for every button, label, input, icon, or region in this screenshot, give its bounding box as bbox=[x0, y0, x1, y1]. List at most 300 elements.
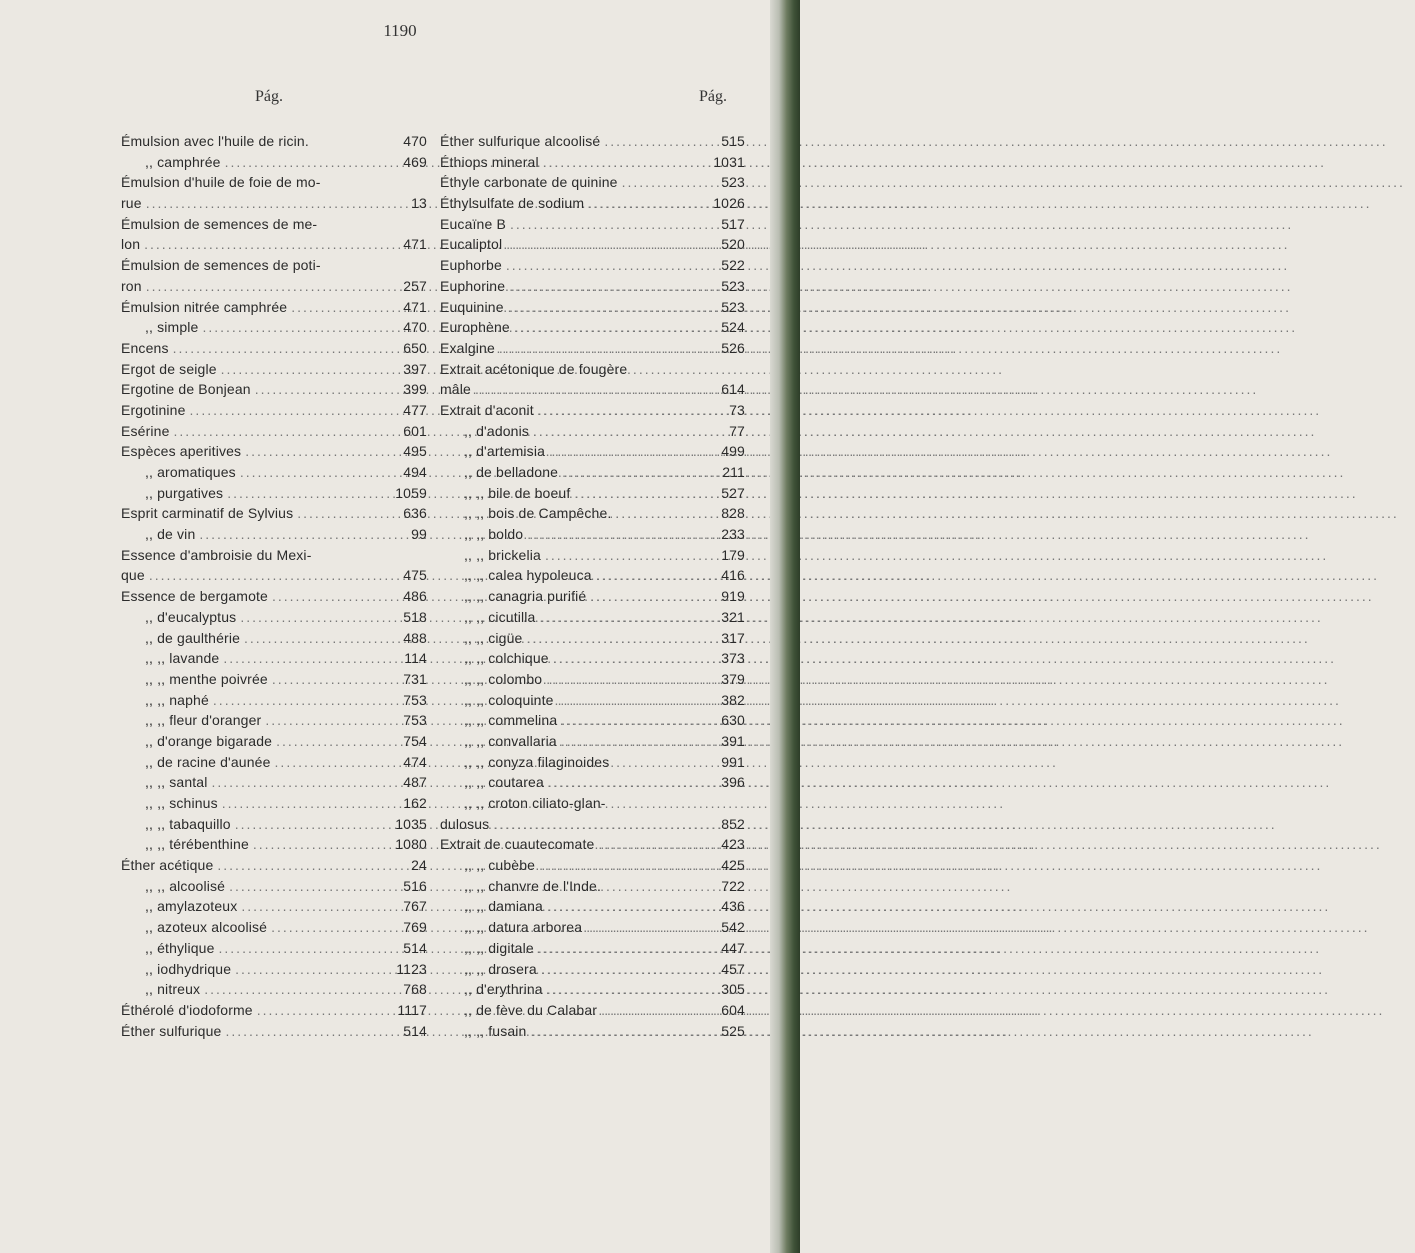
index-entry bbox=[121, 710, 427, 731]
entry-term: Émulsion de semences de poti- bbox=[121, 257, 321, 274]
dot-leader bbox=[527, 524, 715, 545]
entry-page-number: 523 bbox=[721, 298, 745, 315]
entry-page-number: 1026 bbox=[713, 195, 745, 212]
entry-term: ,, ,, digitale bbox=[464, 939, 534, 956]
entry-page-number: 382 bbox=[721, 691, 745, 708]
index-entry bbox=[440, 565, 745, 586]
index-entry bbox=[121, 503, 427, 524]
left-column-heading: Pág. bbox=[255, 88, 283, 105]
entry-page-number: 499 bbox=[721, 443, 745, 460]
dot-leader bbox=[622, 172, 715, 193]
entry-page-number: 767 bbox=[403, 898, 427, 915]
index-entry bbox=[440, 628, 745, 649]
dot-leader bbox=[219, 938, 397, 959]
entry-term: ,, ,, bile de boeuf bbox=[464, 484, 571, 501]
index-entry bbox=[440, 276, 745, 297]
dot-leader bbox=[241, 896, 397, 917]
dot-leader bbox=[531, 1021, 716, 1042]
index-entry bbox=[440, 690, 745, 711]
entry-term: ,, camphrée bbox=[145, 153, 221, 170]
dot-leader bbox=[199, 524, 397, 545]
entry-term: ,, ,, naphé bbox=[145, 691, 209, 708]
index-entry bbox=[121, 586, 427, 607]
entry-term: ,, aromatiques bbox=[145, 464, 236, 480]
entry-term: Eucaliptol bbox=[440, 236, 503, 253]
index-entry bbox=[440, 979, 745, 1000]
entry-page-number: 469 bbox=[403, 153, 427, 170]
entry-term: Ergotine de Bonjean bbox=[121, 381, 251, 398]
dot-leader bbox=[272, 669, 397, 690]
entry-page-number: 257 bbox=[403, 277, 427, 294]
entry-term: Éthiops mineral bbox=[440, 153, 539, 170]
entry-term: ,, ,, damiana bbox=[464, 898, 543, 915]
dot-leader bbox=[526, 628, 715, 649]
index-entry bbox=[440, 876, 745, 897]
entry-term: ,, ,, canagria purifié bbox=[464, 588, 587, 605]
entry-term: ron bbox=[121, 277, 142, 294]
entry-term: ,, d'artemisia bbox=[464, 443, 546, 460]
entry-page-number: 179 bbox=[721, 546, 745, 563]
dot-leader bbox=[561, 731, 715, 752]
entry-term: dulosus bbox=[440, 815, 490, 832]
entry-page-number: 1035 bbox=[395, 815, 427, 832]
entry-page-number: 1059 bbox=[395, 484, 427, 501]
dot-leader bbox=[265, 710, 397, 731]
index-entry bbox=[440, 441, 745, 462]
dot-leader bbox=[558, 690, 715, 711]
entry-term: ,, simple bbox=[145, 319, 199, 336]
entry-page-number: 1123 bbox=[396, 960, 427, 977]
dot-leader bbox=[225, 152, 397, 173]
index-entry bbox=[440, 483, 745, 504]
entry-term: ,, purgatives bbox=[145, 484, 224, 501]
entry-page-number: 1080 bbox=[395, 836, 427, 853]
entry-term: Europhène bbox=[440, 319, 510, 336]
index-entry bbox=[121, 214, 427, 235]
dot-leader bbox=[541, 959, 715, 980]
index-entry bbox=[121, 938, 427, 959]
entry-term: ,, ,, tabaquillo bbox=[145, 815, 231, 832]
entry-page-number: 494 bbox=[403, 464, 427, 480]
dot-leader bbox=[213, 690, 397, 711]
entry-term: ,, ,, cigüe bbox=[464, 629, 523, 646]
entry-page-number: 754 bbox=[403, 732, 427, 749]
index-entry bbox=[440, 359, 745, 380]
index-entry bbox=[440, 731, 745, 752]
entry-term: Émulsion avec l'huile de ricin. bbox=[121, 133, 309, 149]
entry-page-number: 1031 bbox=[713, 153, 745, 170]
entry-page-number: 399 bbox=[403, 381, 427, 398]
dot-leader bbox=[540, 607, 716, 628]
entry-term: ,, azoteux alcoolisé bbox=[145, 919, 268, 936]
entry-term: ,, ,, brickelia bbox=[464, 546, 541, 563]
entry-term: mâle bbox=[440, 381, 471, 398]
index-entry bbox=[121, 814, 427, 835]
entry-page-number: 516 bbox=[403, 877, 427, 894]
dot-leader bbox=[506, 255, 715, 276]
dot-leader bbox=[223, 648, 397, 669]
entry-term: Exalgine bbox=[440, 339, 495, 356]
dot-leader bbox=[227, 483, 391, 504]
dot-leader bbox=[291, 297, 397, 318]
entry-page-number: 514 bbox=[403, 939, 427, 956]
entry-term: ,, d'erythrina bbox=[464, 981, 543, 998]
index-entry bbox=[440, 917, 745, 938]
entry-page-number: 601 bbox=[403, 422, 427, 439]
entry-page-number: 527 bbox=[721, 484, 745, 501]
entry-page-number: 423 bbox=[721, 836, 745, 853]
dot-leader bbox=[604, 131, 715, 152]
dot-leader bbox=[493, 814, 715, 835]
dot-leader bbox=[547, 979, 715, 1000]
entry-page-number: 211 bbox=[722, 464, 745, 480]
entry-term: ,, ,, cubèbe bbox=[464, 857, 536, 874]
dot-leader bbox=[547, 896, 715, 917]
index-entry bbox=[121, 628, 427, 649]
index-entry bbox=[440, 503, 745, 524]
index-entry bbox=[121, 234, 427, 255]
index-entry bbox=[440, 938, 745, 959]
entry-page-number: 614 bbox=[721, 381, 745, 398]
index-entry bbox=[121, 917, 427, 938]
dot-leader bbox=[253, 834, 391, 855]
index-entry bbox=[440, 400, 745, 421]
entry-term: Esérine bbox=[121, 422, 170, 439]
entry-page-number: 436 bbox=[721, 898, 745, 915]
entry-term: Éther sulfurique alcoolisé bbox=[440, 133, 601, 149]
dot-leader bbox=[508, 297, 715, 318]
dot-leader bbox=[275, 752, 397, 773]
index-entry bbox=[121, 607, 427, 628]
dot-leader bbox=[586, 917, 715, 938]
entry-term: Éthérolé d'iodoforme bbox=[121, 1001, 253, 1018]
entry-term: Extrait acétonique de fougère bbox=[440, 360, 628, 377]
dot-leader bbox=[212, 772, 398, 793]
entry-term: Extrait de cuautecomate bbox=[440, 836, 595, 853]
index-entry bbox=[121, 545, 427, 566]
entry-page-number: 477 bbox=[403, 401, 427, 418]
dot-leader bbox=[615, 503, 715, 524]
dot-leader bbox=[561, 710, 715, 731]
dot-leader bbox=[174, 421, 397, 442]
dot-leader bbox=[222, 793, 397, 814]
dot-leader bbox=[553, 648, 715, 669]
entry-term: ,, ,, schinus bbox=[145, 795, 218, 811]
entry-term: ,, d'eucalyptus bbox=[145, 608, 237, 625]
index-entry bbox=[440, 462, 745, 483]
index-entry bbox=[121, 1021, 427, 1042]
entry-term: Émulsion nitrée camphrée bbox=[121, 298, 288, 315]
dot-leader bbox=[545, 545, 715, 566]
right-index-column bbox=[440, 131, 745, 1041]
index-entry bbox=[121, 462, 427, 483]
index-entry bbox=[440, 214, 745, 235]
entry-page-number: 487 bbox=[403, 774, 427, 791]
index-entry bbox=[440, 648, 745, 669]
entry-page-number: 162 bbox=[403, 795, 427, 811]
entry-term: Éthylsulfate de sodium bbox=[440, 195, 585, 212]
dot-leader bbox=[204, 979, 397, 1000]
dot-leader bbox=[510, 214, 715, 235]
index-entry bbox=[121, 338, 427, 359]
entry-term: ,, de gaulthérie bbox=[145, 629, 241, 646]
index-entry bbox=[440, 234, 745, 255]
entry-page-number: 470 bbox=[403, 133, 427, 149]
index-entry bbox=[440, 607, 745, 628]
entry-term: ,, ,, conyza filaginoides bbox=[464, 753, 610, 770]
entry-page-number: 233 bbox=[721, 526, 745, 543]
page-number: 1190 bbox=[383, 21, 417, 40]
entry-page-number: 523 bbox=[721, 277, 745, 294]
entry-page-number: 753 bbox=[403, 691, 427, 708]
entry-page-number: 114 bbox=[404, 650, 427, 667]
dot-leader bbox=[539, 855, 715, 876]
dot-leader bbox=[240, 607, 397, 628]
entry-page-number: 317 bbox=[721, 629, 745, 646]
dot-leader bbox=[173, 338, 397, 359]
entry-page-number: 391 bbox=[721, 732, 745, 749]
entry-page-number: 471 bbox=[403, 236, 427, 253]
index-entry bbox=[440, 172, 745, 193]
dot-leader bbox=[149, 565, 397, 586]
entry-term: ,, ,, convallaria bbox=[464, 732, 557, 749]
dot-leader bbox=[255, 379, 397, 400]
index-entry bbox=[121, 648, 427, 669]
entry-term: Eucaïne B bbox=[440, 215, 506, 232]
dot-leader bbox=[225, 1021, 397, 1042]
entry-term: ,, ,, lavande bbox=[145, 650, 220, 667]
entry-page-number: 852 bbox=[721, 815, 745, 832]
entry-page-number: 991 bbox=[721, 753, 745, 770]
index-entry bbox=[440, 1021, 745, 1042]
entry-term: que bbox=[121, 567, 145, 584]
entry-page-number: 373 bbox=[721, 650, 745, 667]
entry-term: ,, ,, menthe poivrée bbox=[145, 670, 268, 687]
dot-leader bbox=[514, 317, 715, 338]
entry-page-number: 514 bbox=[403, 1022, 427, 1039]
dot-leader bbox=[235, 959, 392, 980]
dot-leader bbox=[538, 938, 715, 959]
dot-leader bbox=[574, 483, 715, 504]
entry-term: ,, ,, croton ciliato-glan- bbox=[464, 795, 606, 811]
entry-page-number: 486 bbox=[403, 588, 427, 605]
index-entry bbox=[121, 690, 427, 711]
entry-term: ,, d'orange bigarade bbox=[145, 732, 273, 749]
entry-page-number: 769 bbox=[403, 919, 427, 936]
entry-page-number: 24 bbox=[411, 857, 427, 874]
entry-page-number: 470 bbox=[403, 319, 427, 336]
entry-term: Euphorine bbox=[440, 277, 506, 294]
entry-page-number: 475 bbox=[403, 567, 427, 584]
entry-term: ,, ,, fusain bbox=[464, 1022, 527, 1039]
entry-term: ,, ,, santal bbox=[145, 774, 208, 791]
dot-leader bbox=[590, 586, 715, 607]
entry-term: Éther acétique bbox=[121, 857, 214, 874]
entry-page-number: 396 bbox=[721, 774, 745, 791]
dot-leader bbox=[506, 234, 715, 255]
entry-page-number: 517 bbox=[721, 215, 745, 232]
entry-term: ,, ,, cicutilla bbox=[464, 608, 536, 625]
entry-term: Éther sulfurique bbox=[121, 1022, 222, 1039]
entry-page-number: 488 bbox=[403, 629, 427, 646]
entry-term: ,, d'adonis bbox=[464, 422, 530, 439]
entry-page-number: 731 bbox=[403, 670, 427, 687]
index-entry bbox=[440, 586, 745, 607]
index-entry bbox=[440, 379, 745, 400]
index-entry bbox=[440, 317, 745, 338]
entry-term: ,, nitreux bbox=[145, 981, 201, 998]
dot-leader bbox=[190, 400, 397, 421]
entry-page-number: 520 bbox=[721, 236, 745, 253]
entry-term: ,, de racine d'aunée bbox=[145, 753, 271, 770]
dot-leader bbox=[509, 276, 715, 297]
dot-leader bbox=[229, 876, 397, 897]
binding-edge bbox=[770, 0, 800, 1253]
entry-page-number: 753 bbox=[403, 712, 427, 729]
entry-page-number: 495 bbox=[403, 443, 427, 460]
index-entry bbox=[440, 152, 745, 173]
entry-page-number: 518 bbox=[403, 608, 427, 625]
index-entry bbox=[440, 959, 745, 980]
index-entry bbox=[440, 338, 745, 359]
entry-page-number: 525 bbox=[721, 1022, 745, 1039]
entry-term: rue bbox=[121, 195, 142, 212]
entry-page-number: 416 bbox=[721, 567, 745, 584]
entry-term: ,, iodhydrique bbox=[145, 960, 232, 977]
index-entry bbox=[121, 276, 427, 297]
index-entry bbox=[121, 524, 427, 545]
entry-page-number: 99 bbox=[411, 526, 427, 543]
index-entry bbox=[121, 979, 427, 1000]
entry-page-number: 722 bbox=[721, 877, 745, 894]
entry-term: ,, de vin bbox=[145, 526, 196, 543]
index-entry bbox=[121, 669, 427, 690]
entry-page-number: 1117 bbox=[397, 1001, 427, 1018]
entry-page-number: 321 bbox=[721, 608, 745, 625]
index-entry bbox=[440, 131, 745, 152]
dot-leader bbox=[271, 917, 397, 938]
index-entry bbox=[440, 896, 745, 917]
dot-leader bbox=[588, 193, 709, 214]
left-index-column bbox=[121, 131, 427, 1041]
index-entry bbox=[121, 876, 427, 897]
index-entry bbox=[121, 752, 427, 773]
index-entry bbox=[121, 959, 427, 980]
index-entry bbox=[121, 359, 427, 380]
index-entry bbox=[121, 793, 427, 814]
entry-term: ,, ,, fleur d'oranger bbox=[145, 712, 262, 729]
dot-leader bbox=[245, 441, 397, 462]
entry-page-number: 522 bbox=[721, 257, 745, 274]
entry-term: Émulsion de semences de me- bbox=[121, 215, 318, 232]
index-entry bbox=[121, 1000, 427, 1021]
entry-term: Ergotinine bbox=[121, 401, 186, 418]
entry-term: Encens bbox=[121, 339, 169, 356]
index-entry bbox=[121, 255, 427, 276]
dot-leader bbox=[235, 814, 392, 835]
index-entry bbox=[440, 669, 745, 690]
entry-page-number: 457 bbox=[721, 960, 745, 977]
dot-leader bbox=[202, 317, 397, 338]
right-column-heading: Pág. bbox=[699, 88, 727, 105]
index-entry bbox=[121, 379, 427, 400]
dot-leader bbox=[499, 338, 715, 359]
dot-leader bbox=[221, 359, 397, 380]
index-entry bbox=[121, 131, 427, 152]
dot-leader bbox=[596, 565, 715, 586]
index-entry bbox=[440, 255, 745, 276]
dot-leader bbox=[548, 772, 715, 793]
entry-term: ,, de fève du Calabar bbox=[464, 1001, 598, 1018]
index-entry bbox=[121, 441, 427, 462]
entry-page-number: 474 bbox=[403, 753, 427, 770]
index-entry bbox=[440, 421, 745, 442]
entry-term: lon bbox=[121, 236, 141, 253]
index-entry bbox=[440, 710, 745, 731]
index-entry bbox=[440, 814, 745, 835]
entry-page-number: 471 bbox=[403, 298, 427, 315]
dot-leader bbox=[146, 193, 397, 214]
entry-page-number: 630 bbox=[721, 712, 745, 729]
dot-leader bbox=[538, 400, 715, 421]
index-entry bbox=[121, 483, 427, 504]
index-entry bbox=[121, 772, 427, 793]
entry-term: ,, ,, térébenthine bbox=[145, 836, 249, 853]
entry-page-number: 13 bbox=[411, 195, 427, 212]
entry-term: Essence d'ambroisie du Mexi- bbox=[121, 546, 312, 563]
entry-term: ,, ,, commelina bbox=[464, 712, 558, 729]
entry-page-number: 636 bbox=[403, 505, 427, 522]
index-entry bbox=[121, 193, 427, 214]
index-entry bbox=[440, 545, 745, 566]
entry-term: ,, ,, colchique bbox=[464, 650, 549, 667]
entry-term: Espèces aperitives bbox=[121, 443, 242, 460]
entry-term: ,, ,, coloquinte bbox=[464, 691, 554, 708]
entry-term: ,, ,, chanvre de l'Inde. bbox=[464, 877, 602, 894]
index-entry bbox=[121, 896, 427, 917]
dot-leader bbox=[598, 834, 715, 855]
index-entry bbox=[121, 297, 427, 318]
entry-term: Essence de bergamote bbox=[121, 588, 268, 605]
entry-term: ,, de belladone bbox=[464, 464, 559, 480]
entry-term: ,, ,, calea hypoleuca bbox=[464, 567, 592, 584]
entry-term: Ergot de seigle bbox=[121, 360, 217, 377]
dot-leader bbox=[146, 276, 397, 297]
index-entry bbox=[121, 565, 427, 586]
dot-leader bbox=[297, 503, 397, 524]
entry-term: ,, ,, colombo bbox=[464, 670, 543, 687]
entry-term: ,, ,, boldo bbox=[464, 526, 524, 543]
dot-leader bbox=[546, 669, 715, 690]
entry-term: ,, ,, alcoolisé bbox=[145, 877, 226, 894]
dot-leader bbox=[533, 421, 715, 442]
entry-term: Éthyle carbonate de quinine bbox=[440, 174, 618, 191]
index-entry bbox=[121, 731, 427, 752]
index-entry bbox=[440, 834, 745, 855]
entry-term: Extrait d'aconit bbox=[440, 401, 534, 418]
index-entry bbox=[440, 1000, 745, 1021]
entry-page-number: 305 bbox=[721, 981, 745, 998]
entry-term: Esprit carminatif de Sylvius bbox=[121, 505, 294, 522]
dot-leader bbox=[244, 628, 397, 649]
entry-page-number: 604 bbox=[721, 1001, 745, 1018]
dot-leader bbox=[217, 855, 397, 876]
entry-page-number: 526 bbox=[721, 339, 745, 356]
index-entry bbox=[440, 793, 745, 814]
entry-page-number: 425 bbox=[721, 857, 745, 874]
dot-leader bbox=[543, 152, 710, 173]
dot-leader bbox=[276, 731, 397, 752]
